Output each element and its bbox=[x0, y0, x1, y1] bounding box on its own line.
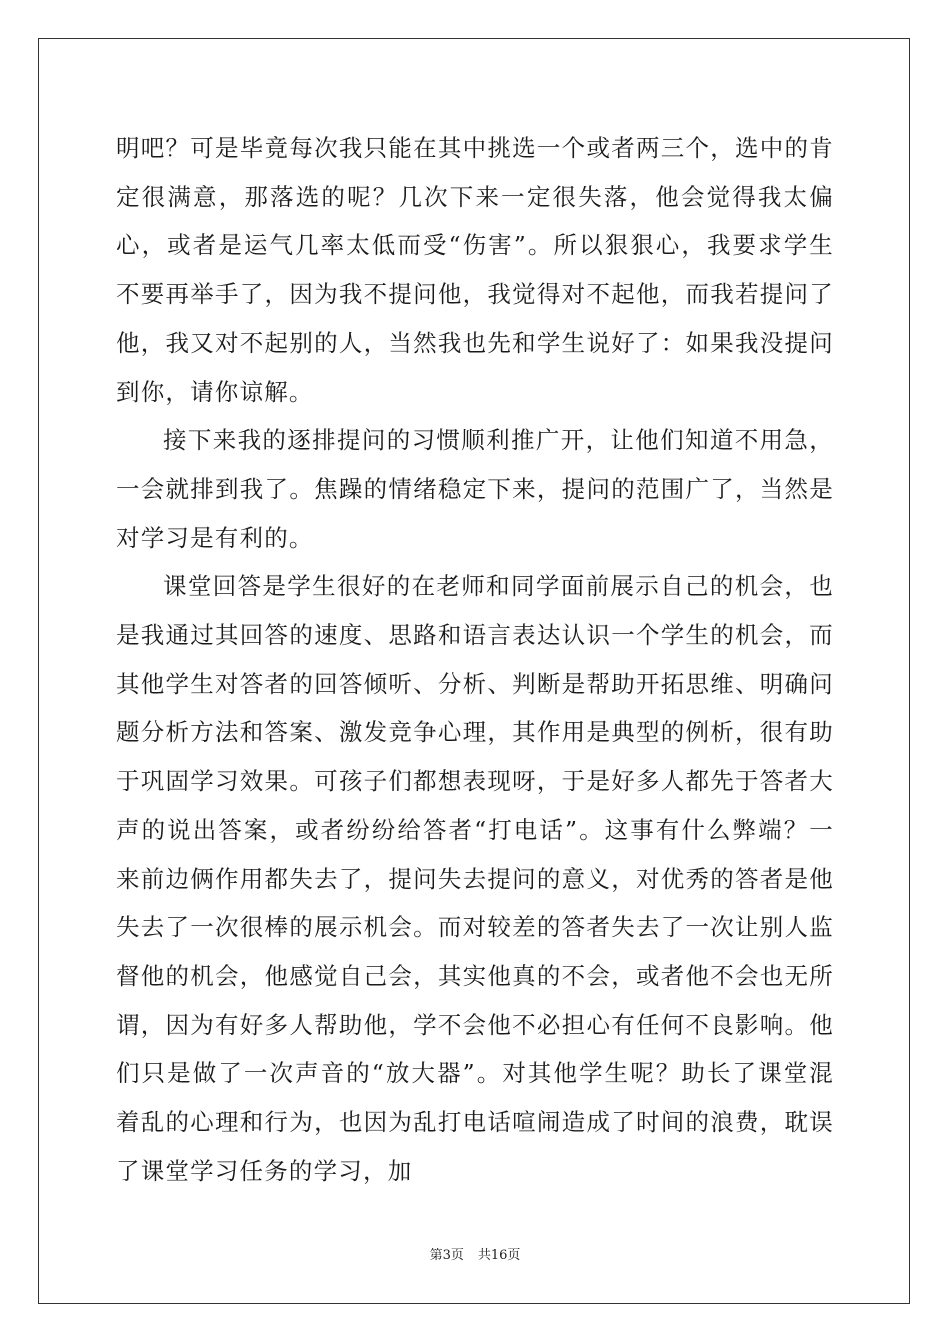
paragraph-2: 接下来我的逐排提问的习惯顺利推广开，让他们知道不用急，一会就排到我了。焦躁的情绪稳定下来，提问的范围广了，当然是对学习是有利的。 bbox=[116, 426, 834, 552]
paragraph-3: 课堂回答是学生很好的在老师和同学面前展示自己的机会，也是我通过其回答的速度、思路和语言表达认识一个学生的机会，而其他学生对答者的回答倾听、分析、判断是帮助开拓思维、明确问题分析方法和答案、激发竞争心理，其作用是典型的例析，很有助于巩固学习效果。可孩子们都想表现呀，于是好多人都先于答者大声的说出答案，或者纷纷给答者“打电话”。这事有什么弊端？一来前边俩作用都失去了，提问失去提问的意义，对优秀的答者是他失去了一次很棒的展示机会。而对较差的答者失去了一次让别人监督他的机会，他感觉自己会，其实他真的不会，或者他不会也无所谓，因为有好多人帮助他，学不会他不必担心有任何不良影响。他们只是做了一次声音的“放大器”。对其他学生呢？助长了课堂混着乱的心理和行为，也因为乱打电话喧闹造成了时间的浪费，耽误了课堂学习任务的学习，加 bbox=[116, 572, 834, 1185]
total-pages-label: 共16页 bbox=[477, 1248, 521, 1263]
page-footer bbox=[0, 1247, 950, 1265]
paragraph-1: 明吧？可是毕竟每次我只能在其中挑选一个或者两三个，选中的肯定很满意，那落选的呢？几次下来一定很失落，他会觉得我太偏心，或者是运气几率太低而受“伤害”。所以狠狠心，我要求学生不要再举手了，因为我不提问他，我觉得对不起他，而我若提问了他，我又对不起别的人，当然我也先和学生说好了：如果我没提问到你，请你谅解。 bbox=[116, 134, 834, 406]
current-page-label: 第3页 bbox=[429, 1248, 464, 1263]
document-body bbox=[116, 124, 834, 1195]
